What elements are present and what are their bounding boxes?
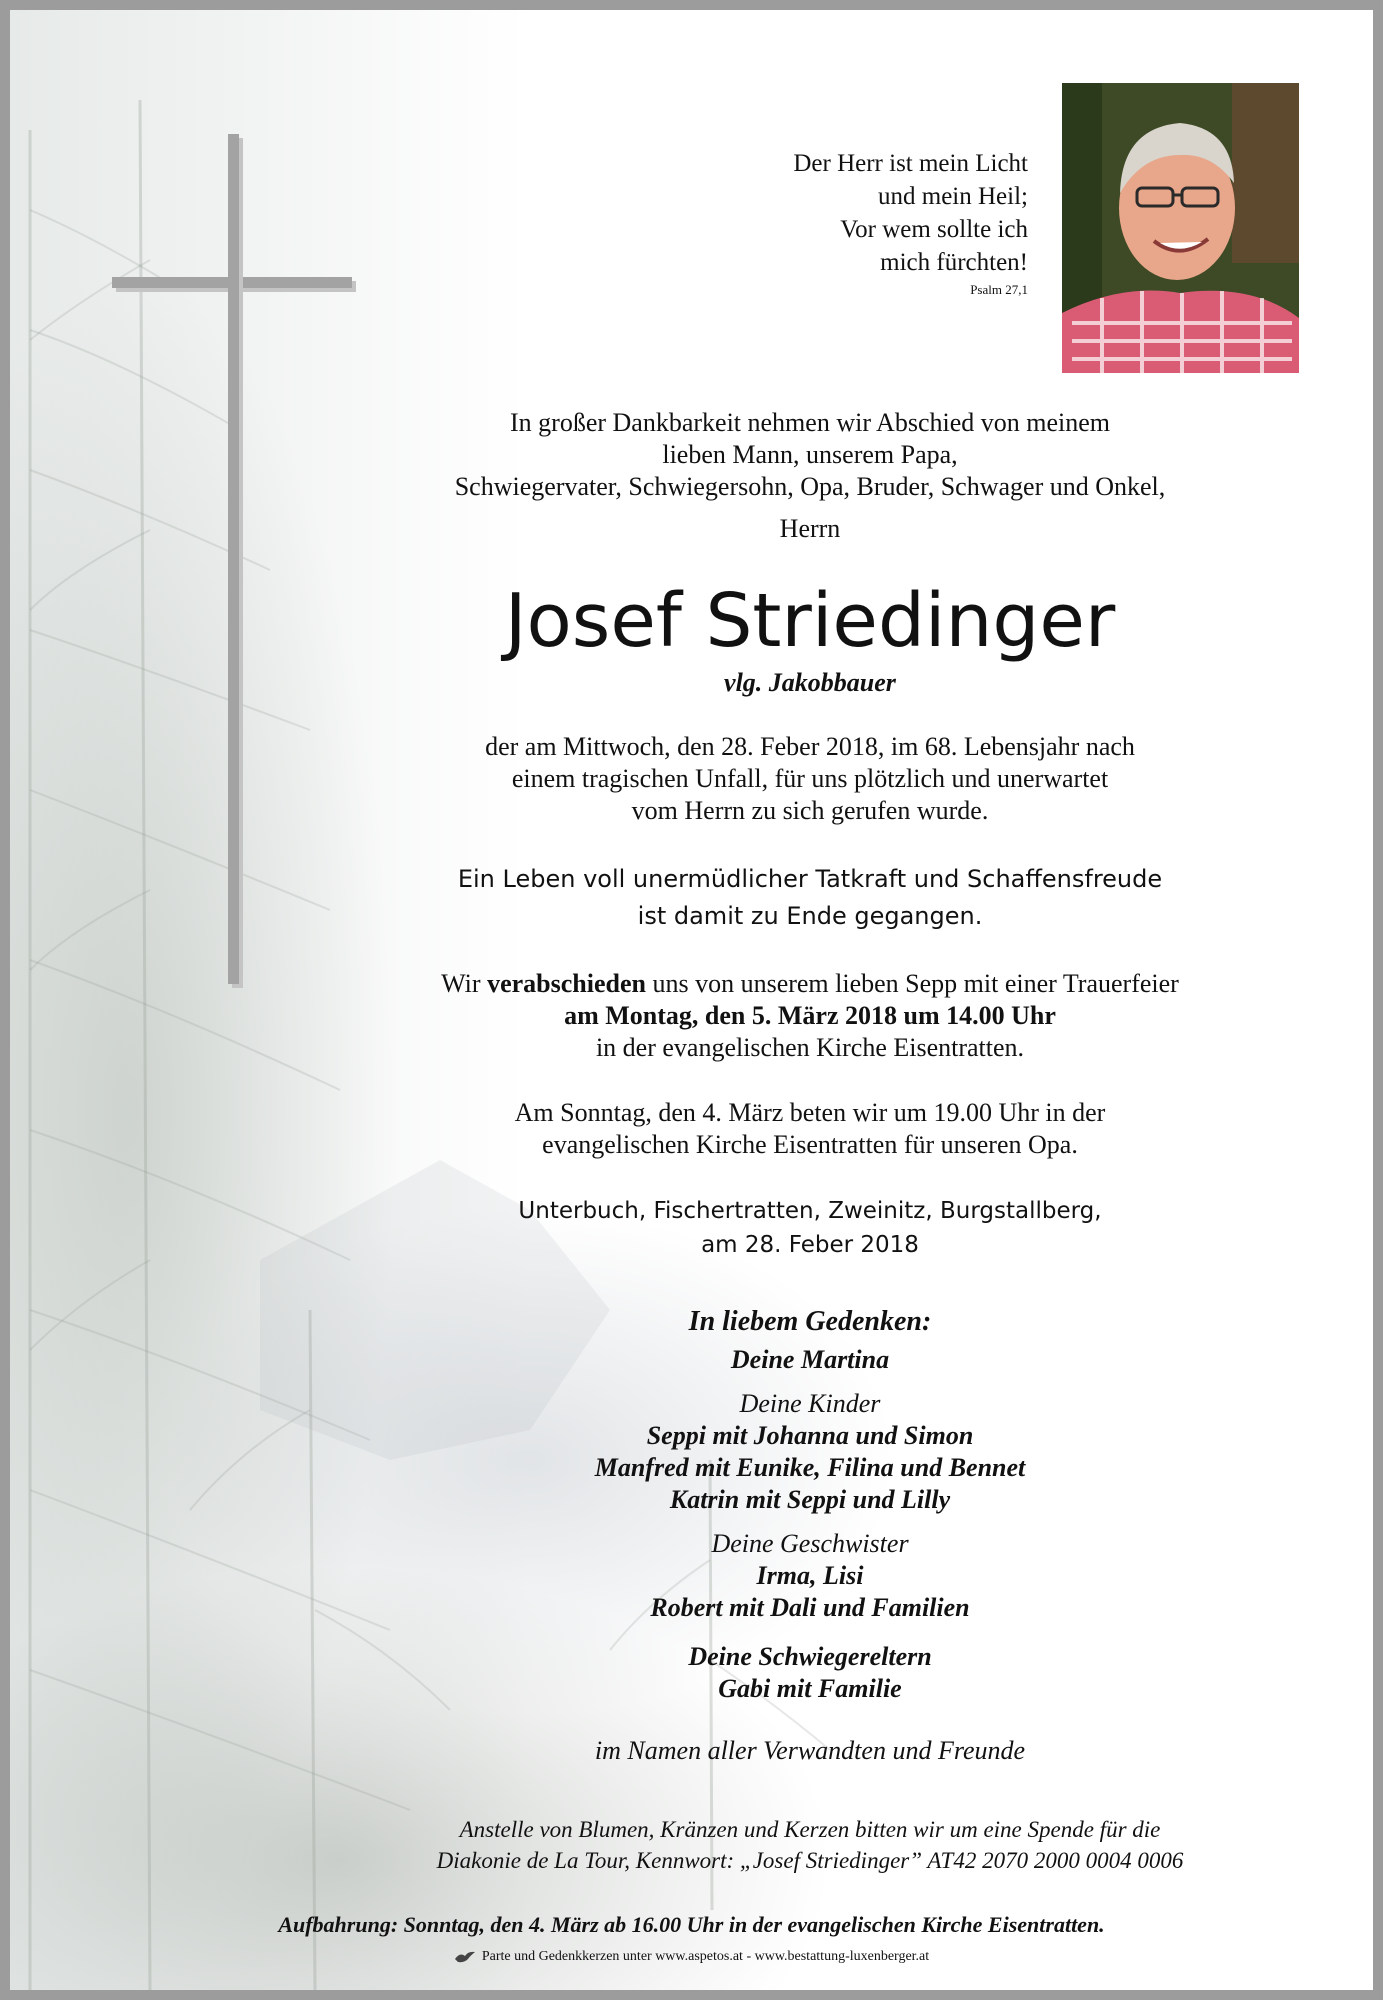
mourner-in-laws: Gabi mit Familie xyxy=(718,1674,902,1703)
salutation: Herrn xyxy=(779,514,841,543)
mourner-child: Seppi mit Johanna und Simon xyxy=(646,1421,974,1450)
viewing-line: Aufbahrung: Sonntag, den 4. März ab 16.00 Uhr in der evangelischen Kirche Eisentratten. xyxy=(278,1912,1105,1937)
mourners-closing: im Namen aller Verwandten und Freunde xyxy=(594,1736,1026,1765)
psalm-line: Der Herr ist mein Licht xyxy=(793,150,1028,177)
deceased-alias: vlg. Jakobbauer xyxy=(724,668,896,697)
dove-icon xyxy=(454,1950,476,1964)
deceased-name: Josef Striedinger xyxy=(504,578,1116,664)
viewing-notice xyxy=(10,1910,1373,1940)
mourners-heading: In liebem Gedenken: xyxy=(688,1306,932,1337)
footer-text: Parte und Gedenkkerzen unter www.aspetos.at - www.bestattung-luxenberger.at xyxy=(481,1949,930,1964)
farewell-post: uns von unserem lieben Sepp mit einer Trauerfeier xyxy=(645,969,1179,998)
farewell-ceremony xyxy=(260,968,1360,1064)
intro-line: In großer Dankbarkeit nehmen wir Abschied von meinem xyxy=(510,408,1110,437)
psalm-reference: Psalm 27,1 xyxy=(970,282,1028,297)
mourner-child: Katrin mit Seppi und Lilly xyxy=(669,1485,951,1514)
psalm-line: Vor wem sollte ich xyxy=(840,216,1028,243)
intro-text xyxy=(260,407,1360,545)
life-motto xyxy=(260,861,1360,935)
deceased-block xyxy=(260,576,1360,700)
date-line: am 28. Feber 2018 xyxy=(701,1232,919,1258)
prayer-notice xyxy=(260,1097,1360,1161)
psalm-quote xyxy=(570,147,1028,301)
farewell-line xyxy=(260,968,1360,1000)
death-notice-line: vom Herrn zu sich gerufen wurde. xyxy=(631,796,989,825)
mourner-child: Manfred mit Eunike, Filina und Bennet xyxy=(594,1453,1026,1482)
ceremony-date: am Montag, den 5. März 2018 um 14.00 Uhr xyxy=(564,1001,1056,1030)
donation-line: Anstelle von Blumen, Kränzen und Kerzen bitten wir um eine Spende für die xyxy=(459,1817,1161,1842)
farewell-bold-word: verabschieden xyxy=(487,969,646,998)
mourner-in-laws: Deine Schwiegereltern xyxy=(688,1642,932,1671)
children-label: Deine Kinder xyxy=(739,1389,881,1418)
place-and-date xyxy=(260,1194,1360,1262)
death-notice-line: einem tragischen Unfall, für uns plötzlich und unerwartet xyxy=(511,764,1109,793)
psalm-line: und mein Heil; xyxy=(878,183,1028,210)
farewell-pre: Wir xyxy=(441,969,488,998)
donation-line: Diakonie de La Tour, Kennwort: „Josef Striedinger” AT42 2070 2000 0004 0006 xyxy=(436,1848,1184,1873)
mourners-list xyxy=(260,1302,1360,1767)
ceremony-place: in der evangelischen Kirche Eisentratten. xyxy=(595,1033,1025,1062)
intro-line: lieben Mann, unserem Papa, xyxy=(662,440,958,469)
death-notice-line: der am Mittwoch, den 28. Feber 2018, im 68. Lebensjahr nach xyxy=(485,732,1135,761)
donation-request xyxy=(260,1814,1360,1876)
portrait-photo xyxy=(1062,83,1299,373)
mourner-sibling: Robert mit Dali und Familien xyxy=(650,1593,970,1622)
death-notice xyxy=(260,731,1360,827)
siblings-label: Deine Geschwister xyxy=(711,1529,909,1558)
motto-line: Ein Leben voll unermüdlicher Tatkraft und Schaffensfreude xyxy=(457,865,1163,893)
footer xyxy=(10,1947,1373,1967)
mourner-spouse: Deine Martina xyxy=(730,1345,890,1374)
prayer-line: evangelischen Kirche Eisentratten für unseren Opa. xyxy=(542,1130,1078,1159)
mourner-sibling: Irma, Lisi xyxy=(756,1561,864,1590)
motto-line: ist damit zu Ende gegangen. xyxy=(637,902,983,930)
intro-line: Schwiegervater, Schwiegersohn, Opa, Bruder, Schwager und Onkel, xyxy=(454,472,1166,501)
psalm-line: mich fürchten! xyxy=(880,249,1028,276)
prayer-line: Am Sonntag, den 4. März beten wir um 19.00 Uhr in der xyxy=(514,1098,1106,1127)
place-line: Unterbuch, Fischertratten, Zweinitz, Burgstallberg, xyxy=(518,1198,1102,1224)
